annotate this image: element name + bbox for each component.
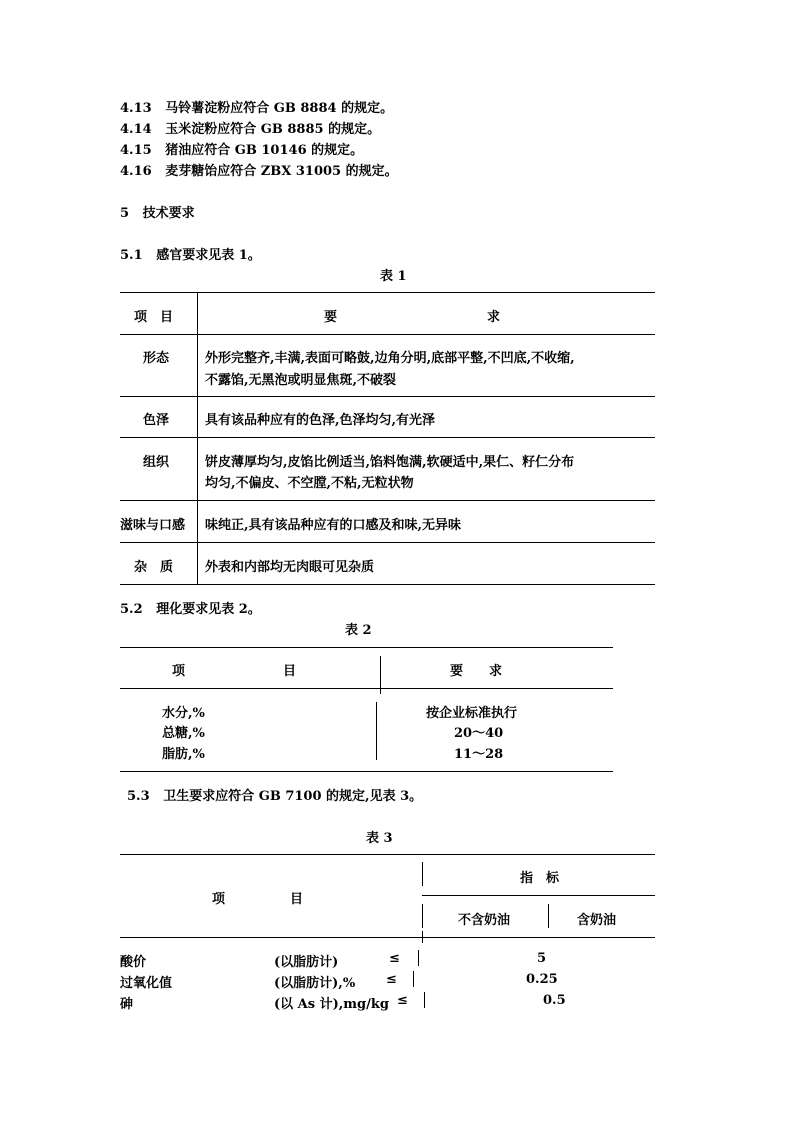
table-header-item: 目 bbox=[283, 664, 297, 679]
table-row-requirement: 均匀,不偏皮、不空膛,不粘,无粒状物 bbox=[205, 476, 414, 491]
table-row-item: 总糖,% bbox=[162, 726, 205, 741]
clause-number: 4.13 bbox=[120, 101, 152, 116]
clause-4-13 bbox=[120, 97, 393, 116]
table-row-operator: ≤ bbox=[389, 951, 400, 966]
clause-4-14 bbox=[120, 118, 380, 137]
clause-5-1 bbox=[120, 244, 261, 263]
table-row-operator: ≤ bbox=[386, 972, 397, 987]
clause-number: 4.16 bbox=[120, 164, 152, 179]
clause-number: 4.14 bbox=[120, 122, 152, 137]
clause-number: 5.2 bbox=[120, 602, 143, 617]
table-row-requirement: 外表和内部均无肉眼可见杂质 bbox=[205, 560, 375, 575]
table-header-item: 项 目 bbox=[134, 310, 174, 325]
table-caption: 表 2 bbox=[345, 623, 372, 638]
section-heading bbox=[120, 202, 195, 221]
table-caption: 表 1 bbox=[380, 269, 407, 284]
clause-4-15 bbox=[120, 139, 363, 158]
table-row-basis: (以脂肪计) bbox=[274, 955, 339, 970]
table-caption: 表 3 bbox=[366, 831, 393, 846]
table-header-item: 目 bbox=[290, 892, 304, 907]
clause-5-3 bbox=[127, 785, 422, 804]
clause-text: 理化要求见表 2。 bbox=[156, 602, 261, 617]
table-row-basis: (以 As 计),mg/kg bbox=[274, 997, 389, 1012]
table-header-index: 指 标 bbox=[520, 871, 560, 886]
clause-5-2 bbox=[120, 598, 261, 617]
clause-text: 感官要求见表 1。 bbox=[156, 248, 261, 263]
clause-text: 麦芽糖饴应符合 ZBX 31005 的规定。 bbox=[165, 164, 398, 179]
table-row-value: 5 bbox=[537, 951, 547, 966]
table-row-name: 过氧化值 bbox=[120, 976, 173, 991]
table-row-name: 酸价 bbox=[120, 955, 147, 970]
table-header-item: 项 bbox=[172, 664, 186, 679]
table-row-requirement: 味纯正,具有该品种应有的口感及和味,无异味 bbox=[205, 518, 462, 533]
section-number: 5 bbox=[120, 206, 130, 221]
table-row-item: 脂肪,% bbox=[162, 747, 205, 762]
clause-text: 玉米淀粉应符合 GB 8885 的规定。 bbox=[165, 122, 381, 137]
clause-text: 卫生要求应符合 GB 7100 的规定,见表 3。 bbox=[163, 789, 423, 804]
table-row-basis: (以脂肪计),% bbox=[274, 976, 356, 991]
table-header-cream: 含奶油 bbox=[577, 913, 617, 928]
table-row-operator: ≤ bbox=[397, 993, 408, 1008]
clause-number: 5.3 bbox=[127, 789, 150, 804]
table-row-value: 0.25 bbox=[526, 972, 558, 987]
table-row-item: 形态 bbox=[143, 351, 170, 366]
table-row-value: 20～40 bbox=[454, 726, 504, 741]
table-row-requirement: 外形完整齐,丰满,表面可略鼓,边角分明,底部平整,不凹底,不收缩, bbox=[205, 351, 575, 366]
section-title: 技术要求 bbox=[142, 206, 195, 221]
table-row-item: 滋味与口感 bbox=[120, 518, 186, 533]
table-row-item: 组织 bbox=[143, 455, 170, 470]
table-row-item: 水分,% bbox=[162, 706, 205, 721]
table-header-requirement: 求 bbox=[487, 310, 501, 325]
table-row-item: 杂 质 bbox=[134, 560, 174, 575]
table-header-no-cream: 不含奶油 bbox=[458, 913, 511, 928]
table-row-name: 砷 bbox=[120, 997, 134, 1012]
table-row-value: 0.5 bbox=[543, 993, 566, 1008]
table-row-value: 按企业标准执行 bbox=[426, 706, 518, 721]
clause-text: 马铃薯淀粉应符合 GB 8884 的规定。 bbox=[165, 101, 394, 116]
clause-text: 猪油应符合 GB 10146 的规定。 bbox=[165, 143, 364, 158]
clause-4-16 bbox=[120, 160, 398, 179]
table-header-requirement: 要 求 bbox=[450, 664, 503, 679]
table-row-item: 色泽 bbox=[143, 413, 170, 428]
table-header-requirement: 要 bbox=[324, 310, 338, 325]
clause-number: 4.15 bbox=[120, 143, 152, 158]
table-header-item: 项 bbox=[212, 892, 226, 907]
table-row-requirement: 具有该品种应有的色泽,色泽均匀,有光泽 bbox=[205, 413, 436, 428]
table-row-value: 11～28 bbox=[454, 747, 504, 762]
clause-number: 5.1 bbox=[120, 248, 143, 263]
table-row-requirement: 饼皮薄厚均匀,皮馅比例适当,馅料饱满,软硬适中,果仁、籽仁分布 bbox=[205, 455, 575, 470]
table-row-requirement: 不露馅,无黑泡或明显焦斑,不破裂 bbox=[205, 373, 397, 388]
